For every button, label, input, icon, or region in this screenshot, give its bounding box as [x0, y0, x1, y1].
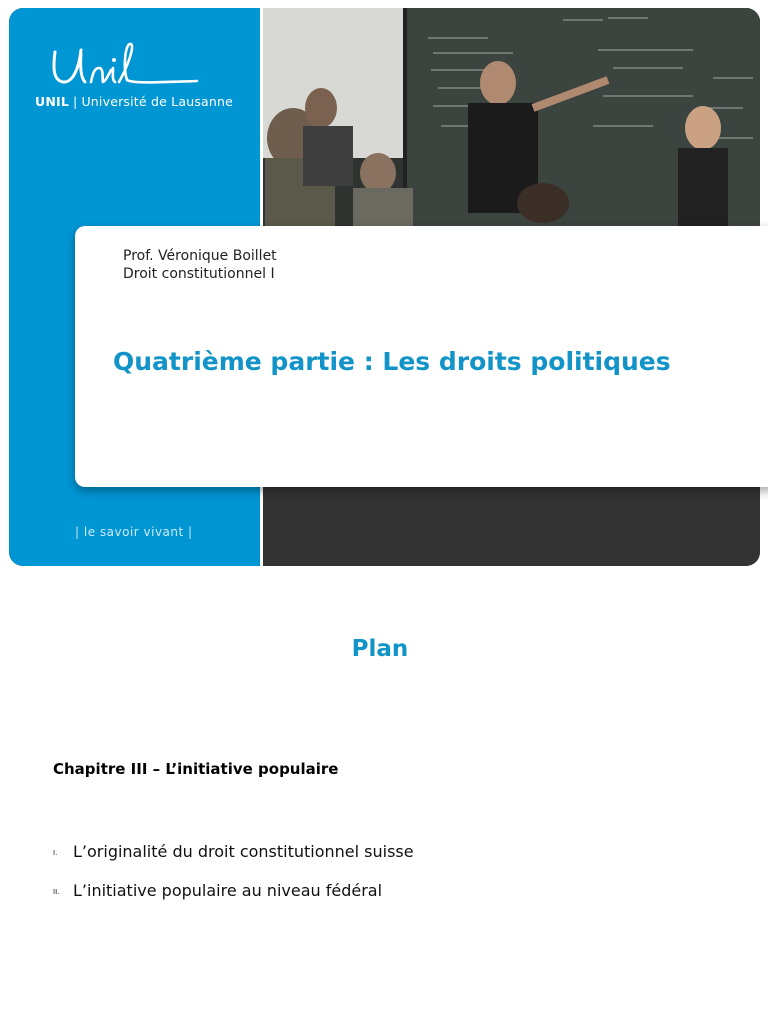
author-block	[123, 247, 277, 283]
list-item-label: L’originalité du droit constitutionnel suisse	[73, 842, 414, 861]
slide-title: Quatrième partie : Les droits politiques	[113, 347, 671, 376]
list-item-number: I.	[53, 848, 58, 857]
unil-logo-icon	[47, 38, 207, 98]
chapter-heading: Chapitre III – L’initiative populaire	[53, 760, 339, 778]
logo-caption	[35, 94, 233, 109]
course-name: Droit constitutionnel I	[123, 266, 275, 282]
logo-caption-strong: UNIL	[35, 94, 70, 109]
list-item-label: L’initiative populaire au niveau fédéral	[73, 881, 383, 900]
list-item-number: II.	[53, 887, 60, 896]
logo-caption-separator: |	[73, 94, 78, 109]
tagline: | le savoir vivant |	[75, 525, 193, 539]
plan-heading: Plan	[351, 636, 409, 662]
list-item	[53, 842, 414, 861]
logo-caption-name: Université de Lausanne	[81, 94, 234, 109]
list-item	[53, 881, 382, 900]
classroom-photo	[263, 8, 760, 226]
author-name: Prof. Véronique Boillet	[123, 248, 277, 264]
